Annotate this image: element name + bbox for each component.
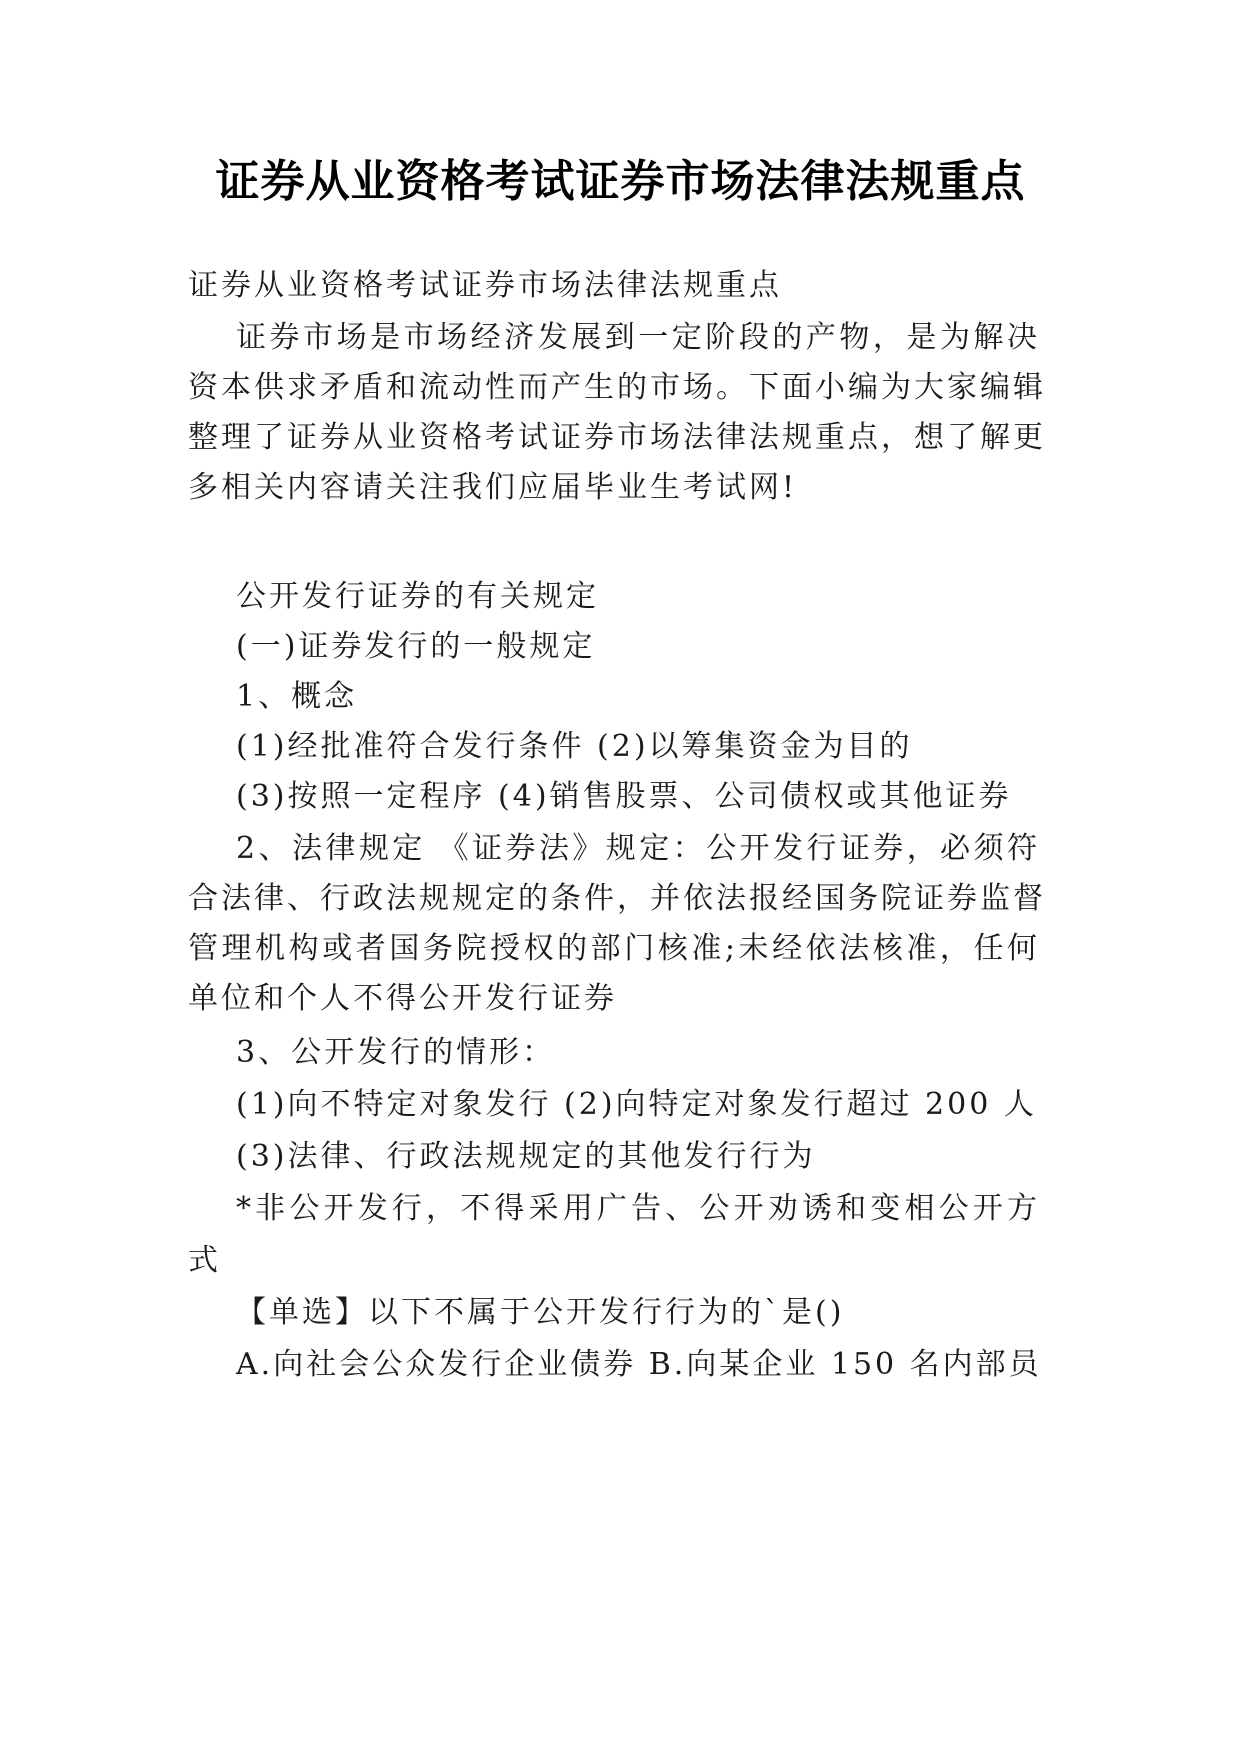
item1-line: (3)按照一定程序 (4)销售股票、公司债权或其他证券 — [236, 779, 1012, 814]
intro-line: 整理了证券从业资格考试证券市场法律法规重点，想了解更 — [188, 420, 1046, 455]
intro-line: 多相关内容请关注我们应届毕业生考试网! — [188, 470, 798, 505]
item1-heading: 1、概念 — [236, 679, 358, 714]
item2-line: 管理机构或者国务院授权的部门核准;未经依法核准，任何 — [188, 931, 1040, 966]
item3-heading: 3、公开发行的情形： — [236, 1035, 556, 1070]
page-title: 证券从业资格考试证券市场法律法规重点 — [215, 156, 1026, 207]
document-subtitle: 证券从业资格考试证券市场法律法规重点 — [188, 268, 782, 303]
intro-line: 资本供求矛盾和流动性而产生的市场。下面小编为大家编辑 — [188, 370, 1046, 405]
intro-line: 证券市场是市场经济发展到一定阶段的产物，是为解决 — [236, 320, 1040, 355]
item1-line: (1)经批准符合发行条件 (2)以筹集资金为目的 — [236, 729, 913, 764]
item2-line: 单位和个人不得公开发行证券 — [188, 981, 617, 1016]
note-line: 式 — [188, 1243, 221, 1278]
option-line: A.向社会公众发行企业债券 B.向某企业 150 名内部员 — [236, 1347, 1042, 1382]
item2-line: 合法律、行政法规规定的条件，并依法报经国务院证券监督 — [188, 881, 1046, 916]
subsection-heading: (一)证券发行的一般规定 — [236, 629, 596, 664]
item3-line: (1)向不特定对象发行 (2)向特定对象发行超过 200 人 — [236, 1087, 1037, 1122]
item3-line: (3)法律、行政法规规定的其他发行行为 — [236, 1139, 816, 1174]
section-heading: 公开发行证券的有关规定 — [236, 579, 599, 614]
question-text: 【单选】以下不属于公开发行行为的`是() — [236, 1295, 845, 1330]
note-line: *非公开发行，不得采用广告、公开劝诱和变相公开方 — [236, 1191, 1040, 1226]
item2-line: 2、法律规定 《证券法》规定：公开发行证券，必须符 — [236, 831, 1040, 866]
